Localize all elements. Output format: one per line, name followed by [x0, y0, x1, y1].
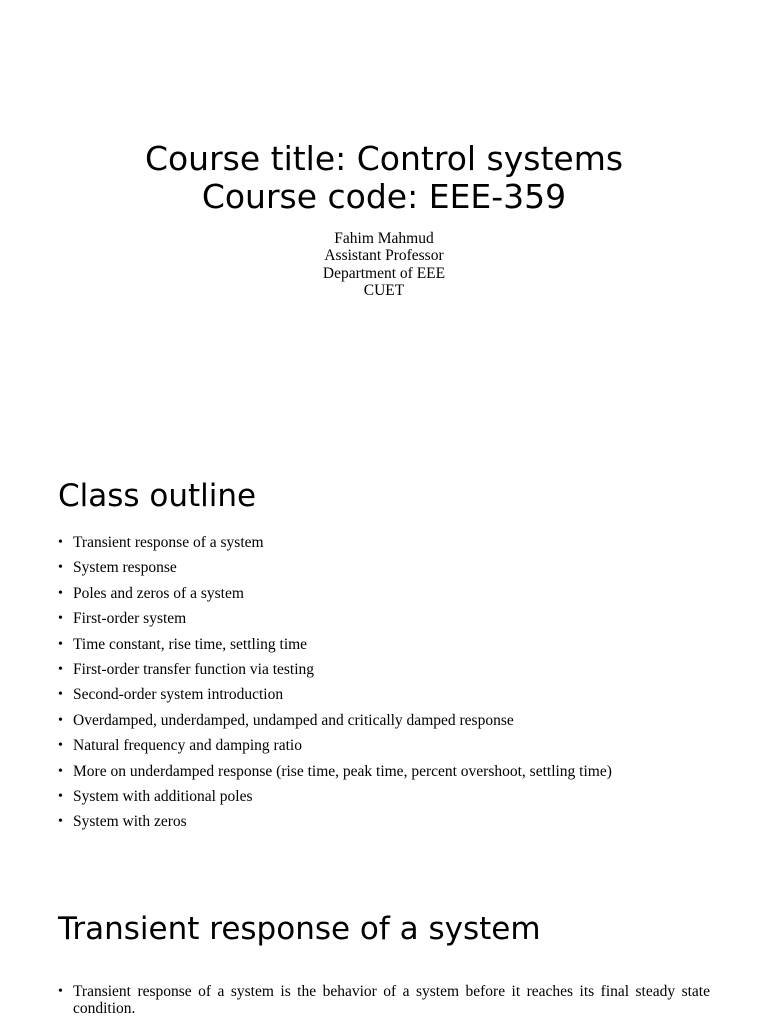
list-item — [58, 660, 710, 685]
list-item — [58, 787, 710, 812]
list-item-text: First-order transfer function via testing — [73, 660, 315, 678]
bullet-icon: • — [58, 984, 63, 999]
class-outline-list — [58, 533, 710, 838]
class-outline-heading: Class outline — [58, 478, 257, 514]
list-item — [58, 584, 710, 609]
list-item — [58, 558, 710, 583]
presenter-position: Assistant Professor — [324, 247, 444, 265]
list-item-text: Transient response of a system — [73, 534, 264, 551]
bullet-icon: • — [58, 585, 63, 601]
course-code: Course code: EEE-359 — [201, 177, 567, 216]
bullet-icon: • — [58, 611, 63, 627]
course-title-block — [0, 140, 768, 216]
list-item — [58, 609, 710, 634]
bullet-icon: • — [58, 738, 63, 754]
presenter-info — [0, 230, 768, 299]
bullet-icon: • — [58, 687, 63, 703]
list-item-text: First-order system — [73, 610, 187, 628]
bullet-icon: • — [58, 560, 63, 576]
presenter-institution: CUET — [363, 281, 405, 299]
list-item-text: Natural frequency and damping ratio — [73, 737, 302, 755]
list-item-text: More on underdamped response (rise time, peak time, percent overshoot, settling time) — [73, 762, 612, 780]
list-item-text: Overdamped, underdamped, undamped and critically damped response — [73, 711, 514, 729]
list-item-text: Poles and zeros of a system — [73, 584, 244, 602]
presenter-department: Department of EEE — [322, 264, 446, 282]
bullet-icon: • — [58, 636, 63, 652]
bullet-icon: • — [58, 763, 63, 779]
list-item — [58, 533, 710, 558]
bullet-icon: • — [58, 788, 63, 804]
list-item — [58, 736, 710, 761]
list-item — [58, 762, 710, 787]
list-item-text: System with additional poles — [73, 787, 253, 805]
transient-response-heading: Transient response of a system — [58, 911, 541, 947]
bullet-icon: • — [58, 535, 63, 550]
list-item-text: Second-order system introduction — [73, 686, 284, 704]
transient-response-list — [58, 983, 710, 1017]
list-item-text: System with zeros — [73, 813, 187, 831]
list-item — [58, 635, 710, 660]
list-item-text: Transient response of a system is the behavior of a system before it reaches its final steady state condition. — [73, 983, 710, 1017]
list-item — [58, 983, 710, 1017]
list-item-text: Time constant, rise time, settling time — [73, 635, 308, 653]
course-title: Course title: Control systems — [144, 139, 624, 178]
bullet-icon: • — [58, 712, 63, 728]
bullet-icon: • — [58, 814, 63, 830]
list-item-text: System response — [73, 559, 177, 577]
bullet-icon: • — [58, 661, 63, 677]
presenter-name: Fahim Mahmud — [334, 230, 434, 247]
list-item — [58, 812, 710, 837]
list-item — [58, 685, 710, 710]
list-item — [58, 711, 710, 736]
